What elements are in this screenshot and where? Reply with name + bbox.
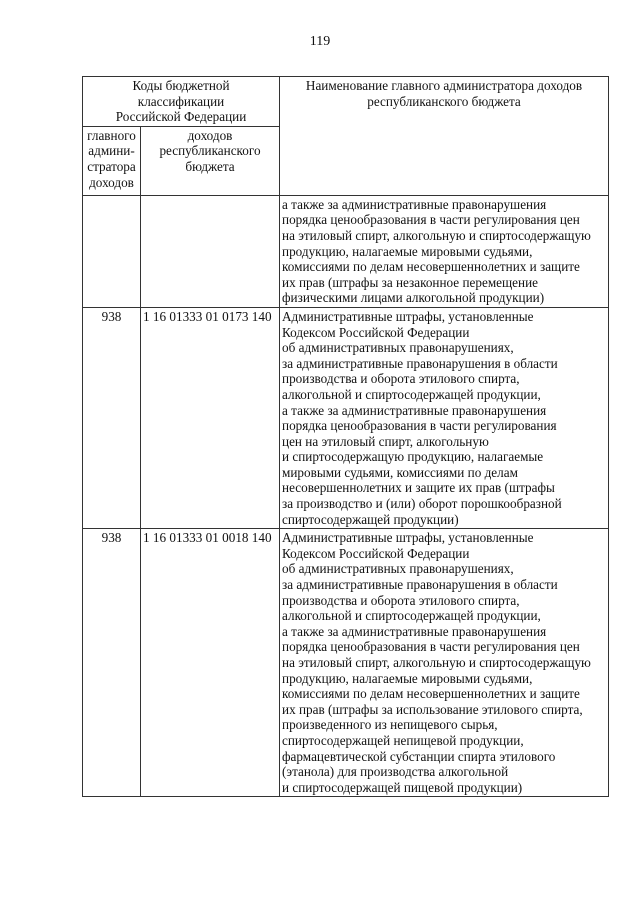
name-line: Кодексом Российской Федерации [282, 324, 470, 340]
name-line: а также за административные правонарушения [282, 196, 547, 212]
header-line: админи- [88, 143, 135, 159]
name-line: порядка ценообразования в части регулирования цен [282, 212, 580, 228]
name-line: фармацевтической субстанции спирта этилового [282, 748, 556, 764]
chief-administrator-header [83, 126, 141, 195]
header-line: стратора [87, 158, 136, 174]
budget-codes-group-header [83, 77, 280, 127]
name-line: несовершеннолетних и защите их прав (штрафы [282, 480, 555, 496]
table-body [83, 195, 609, 797]
table-row [83, 529, 609, 797]
name-line: комиссиями по делам несовершеннолетних и защите [282, 686, 580, 702]
name-line: за производство и (или) оборот порошкообразной [282, 496, 562, 512]
header-line: Коды бюджетной [132, 78, 230, 93]
header-line: главного [87, 127, 136, 143]
name-line: цен на этиловый спирт, алкогольную [282, 433, 489, 449]
name-line: а также за административные правонарушения [282, 623, 547, 639]
income-code-cell: 1 16 01333 01 0018 140 [141, 529, 280, 797]
income-code-cell: 1 16 01333 01 0173 140 [141, 307, 280, 528]
administrator-name-cell [280, 529, 609, 797]
administrator-name-cell [280, 307, 609, 528]
name-line: произведенного из непищевого сырья, [282, 717, 498, 733]
page-number: 119 [309, 34, 331, 49]
name-line: за административные правонарушения в области [282, 577, 558, 593]
header-line: бюджета [185, 158, 235, 174]
name-line: спиртосодержащей продукции) [282, 511, 459, 527]
table-header [83, 77, 609, 196]
name-line: порядка ценообразования в части регулирования [282, 418, 557, 434]
name-line: Кодексом Российской Федерации [282, 545, 470, 561]
header-line: республиканского бюджета [367, 93, 521, 109]
name-line: а также за административные правонарушения [282, 402, 547, 418]
name-line: производства и оборота этилового спирта, [282, 371, 520, 387]
table-row [83, 195, 609, 307]
name-line: их прав (штрафы за использование этилового спирта, [282, 701, 583, 717]
name-line: порядка ценообразования в части регулирования цен [282, 639, 580, 655]
name-line: продукцию, налагаемые мировыми судьями, [282, 243, 533, 259]
name-line: и спиртосодержащей пищевой продукции) [282, 779, 523, 795]
administrator-name-cell [280, 195, 609, 307]
name-line: и спиртосодержащую продукцию, налагаемые [282, 449, 544, 465]
table-row [83, 307, 609, 528]
header-line: классификации [137, 93, 225, 109]
name-line: спиртосодержащей непищевой продукции, [282, 732, 524, 748]
header-line: Наименование главного администратора доходов [305, 78, 583, 93]
header-line: доходов [89, 174, 134, 190]
header-line: Российской Федерации [115, 109, 247, 125]
budget-classification-table [82, 76, 609, 797]
name-line: за административные правонарушения в области [282, 355, 558, 371]
name-line: на этиловый спирт, алкогольную и спиртосодержащую [282, 227, 591, 243]
name-line: производства и оборота этилового спирта, [282, 592, 520, 608]
header-line: республиканского [159, 143, 261, 159]
name-line: об административных правонарушениях, [282, 340, 514, 356]
name-line: алкогольной и спиртосодержащей продукции, [282, 386, 541, 402]
name-line: физическими лицами алкогольной продукции) [282, 290, 545, 306]
name-line: их прав (штрафы за незаконное перемещение [282, 274, 538, 290]
income-code-cell [141, 195, 280, 307]
name-line: на этиловый спирт, алкогольную и спиртосодержащую [282, 655, 591, 670]
republican-budget-income-header [141, 126, 280, 195]
name-line: комиссиями по делам несовершеннолетних и защите [282, 259, 580, 275]
name-line: мировыми судьями, комиссиями по делам [282, 464, 518, 480]
name-line: алкогольной и спиртосодержащей продукции, [282, 608, 541, 624]
name-line: об административных правонарушениях, [282, 561, 514, 577]
admin-code-cell: 938 [83, 529, 141, 797]
name-line: Административные штрафы, установленные [282, 530, 534, 546]
name-line: продукцию, налагаемые мировыми судьями, [282, 670, 533, 686]
name-line: (этанола) для производства алкогольной [282, 764, 509, 780]
name-line: Административные штрафы, установленные [282, 308, 534, 324]
header-line: доходов [187, 127, 233, 143]
administrator-name-header [280, 77, 609, 196]
admin-code-cell [83, 195, 141, 307]
admin-code-cell: 938 [83, 307, 141, 528]
